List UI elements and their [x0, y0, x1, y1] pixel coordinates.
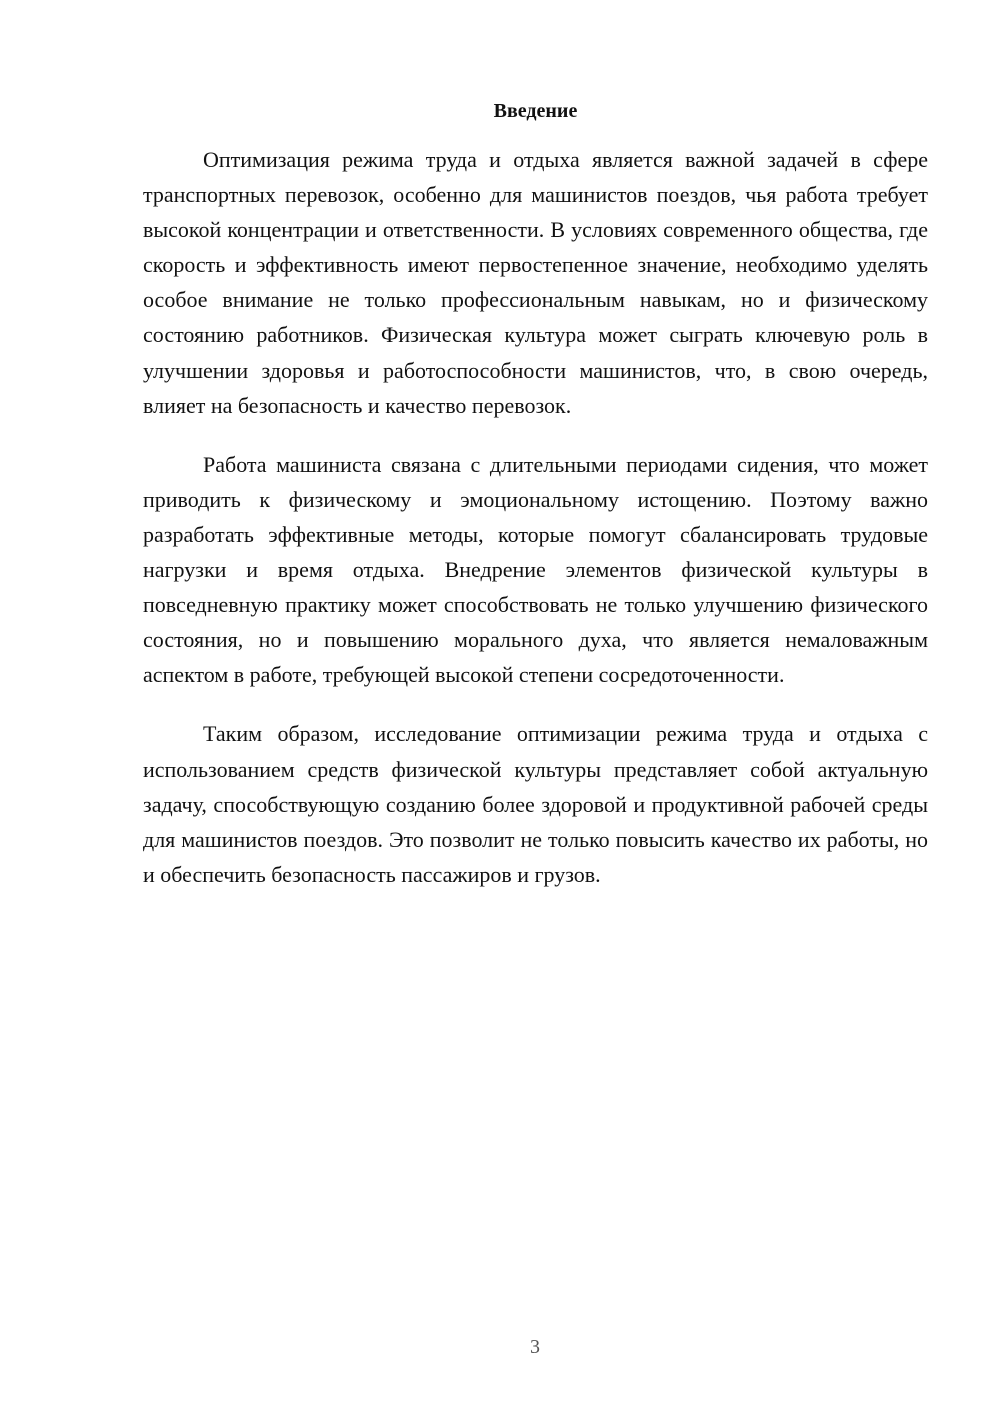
paragraph-1: Оптимизация режима труда и отдыха является важной задачей в сфере транспортных перевозок, особенно для машинистов поездов, чья работа требует высокой концентрации и ответственности. В условиях современного общества, где скорость и эффективность имеют первостепенное значение, необходимо уделять особое внимание не только профессиональным навыкам, но и физическому состоянию работников. Физическая культура может сыграть ключевую роль в улучшении здоровья и работоспособности машинистов, что, в свою очередь, влияет на безопасность и качество перевозок.	[143, 147, 928, 418]
page-number: 3	[530, 1336, 540, 1358]
paragraph-2: Работа машиниста связана с длительными периодами сидения, что может приводить к физическому и эмоциональному истощению. Поэтому важно разработать эффективные методы, которые помогут сбалансировать трудовые нагрузки и время отдыха. Внедрение элементов физической культуры в повседневную практику может способствовать не только улучшению физического состояния, но и повышению морального духа, что является немаловажным аспектом в работе, требующей высокой степени сосредоточенности.	[143, 451, 928, 688]
page-content	[143, 96, 928, 892]
paragraph-3: Таким образом, исследование оптимизации режима труда и отдыха с использованием средств физической культуры представляет собой актуальную задачу, способствующую созданию более здоровой и продуктивной рабочей среды для машинистов поездов. Это позволит не только повысить качество их работы, но и обеспечить безопасность пассажиров и грузов.	[143, 721, 928, 887]
section-heading: Введение	[493, 100, 578, 122]
